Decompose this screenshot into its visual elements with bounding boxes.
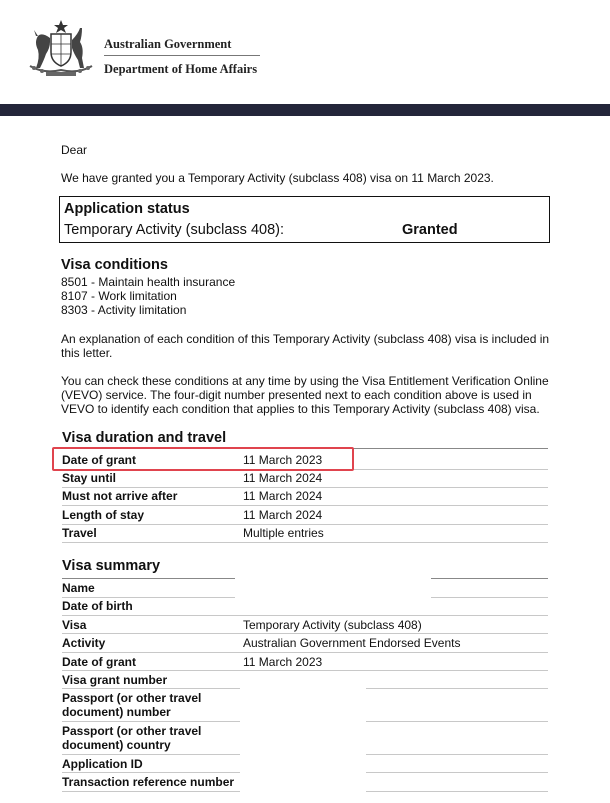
table-row xyxy=(62,506,548,524)
vevo-note: You can check these conditions at any time by using the Visa Entitlement Verification Online (VEVO) service. The four-digit number presented next to each condition above is used in VEVO to identify each condition that applies to this Temporary Activity (subclass 408) visa. xyxy=(61,374,549,416)
row-label: Date of grant xyxy=(62,453,137,467)
application-status-label: Temporary Activity (subclass 408): xyxy=(64,222,284,238)
row-label: Visa grant number xyxy=(62,673,168,687)
row-label: Application ID xyxy=(62,757,143,771)
date-of-grant-highlight xyxy=(52,447,354,471)
row-label: Name xyxy=(62,581,95,595)
row-label: Length of stay xyxy=(62,508,145,522)
visa-summary-title: Visa summary xyxy=(62,558,161,574)
row-label xyxy=(62,724,201,752)
table-row xyxy=(62,634,548,652)
grant-intro: We have granted you a Temporary Activity (subclass 408) visa on 11 March 2023. xyxy=(61,171,494,185)
coat-of-arms-icon xyxy=(24,18,98,78)
table-row xyxy=(62,755,548,773)
table-divider xyxy=(62,542,548,543)
application-status-box xyxy=(59,196,550,243)
row-label: Activity xyxy=(62,636,106,650)
row-label-line: Passport (or other travel xyxy=(62,691,202,705)
row-value: 11 March 2023 xyxy=(243,655,323,669)
table-row xyxy=(62,597,548,615)
row-label: Date of grant xyxy=(62,655,137,669)
row-label: Date of birth xyxy=(62,599,133,613)
table-row xyxy=(62,469,548,487)
row-label: Visa xyxy=(62,618,87,632)
row-label-line: document) number xyxy=(62,705,171,719)
row-label-line: document) country xyxy=(62,738,171,752)
letterhead xyxy=(0,0,610,112)
row-label-line: Passport (or other travel xyxy=(62,724,202,738)
table-row xyxy=(62,689,548,721)
row-value: 11 March 2024 xyxy=(243,489,323,503)
application-status-value: Granted xyxy=(402,222,458,238)
row-value: Temporary Activity (subclass 408) xyxy=(243,618,422,632)
table-row xyxy=(62,653,548,671)
row-label: Stay until xyxy=(62,471,117,485)
row-value: 11 March 2024 xyxy=(243,471,323,485)
table-row xyxy=(62,671,548,689)
visa-conditions-title: Visa conditions xyxy=(61,257,168,273)
visa-duration-title: Visa duration and travel xyxy=(62,430,227,446)
table-row xyxy=(62,579,548,597)
row-label xyxy=(62,691,201,719)
table-divider xyxy=(366,791,548,792)
row-value: Australian Government Endorsed Events xyxy=(243,636,461,650)
row-label: Must not arrive after xyxy=(62,489,178,503)
table-row xyxy=(62,616,548,634)
header-band xyxy=(0,104,610,116)
row-label: Transaction reference number xyxy=(62,775,235,789)
condition-item: 8107 - Work limitation xyxy=(61,289,177,303)
table-row xyxy=(62,722,548,754)
conditions-explanation: An explanation of each condition of this Temporary Activity (subclass 408) visa is included in this letter. xyxy=(61,332,550,360)
condition-item: 8303 - Activity limitation xyxy=(61,303,187,317)
row-value: 11 March 2024 xyxy=(243,508,323,522)
table-row xyxy=(62,524,548,542)
table-row xyxy=(62,487,548,505)
salutation: Dear xyxy=(61,143,88,157)
row-value: 11 March 2023 xyxy=(243,453,323,467)
department-name: Department of Home Affairs xyxy=(104,62,258,76)
table-divider xyxy=(62,791,240,792)
application-status-heading: Application status xyxy=(64,201,190,217)
row-label: Travel xyxy=(62,526,97,540)
header-divider xyxy=(104,55,260,56)
government-name: Australian Government xyxy=(104,37,232,51)
condition-item: 8501 - Maintain health insurance xyxy=(61,275,236,289)
row-value: Multiple entries xyxy=(243,526,324,540)
table-row xyxy=(62,773,548,791)
